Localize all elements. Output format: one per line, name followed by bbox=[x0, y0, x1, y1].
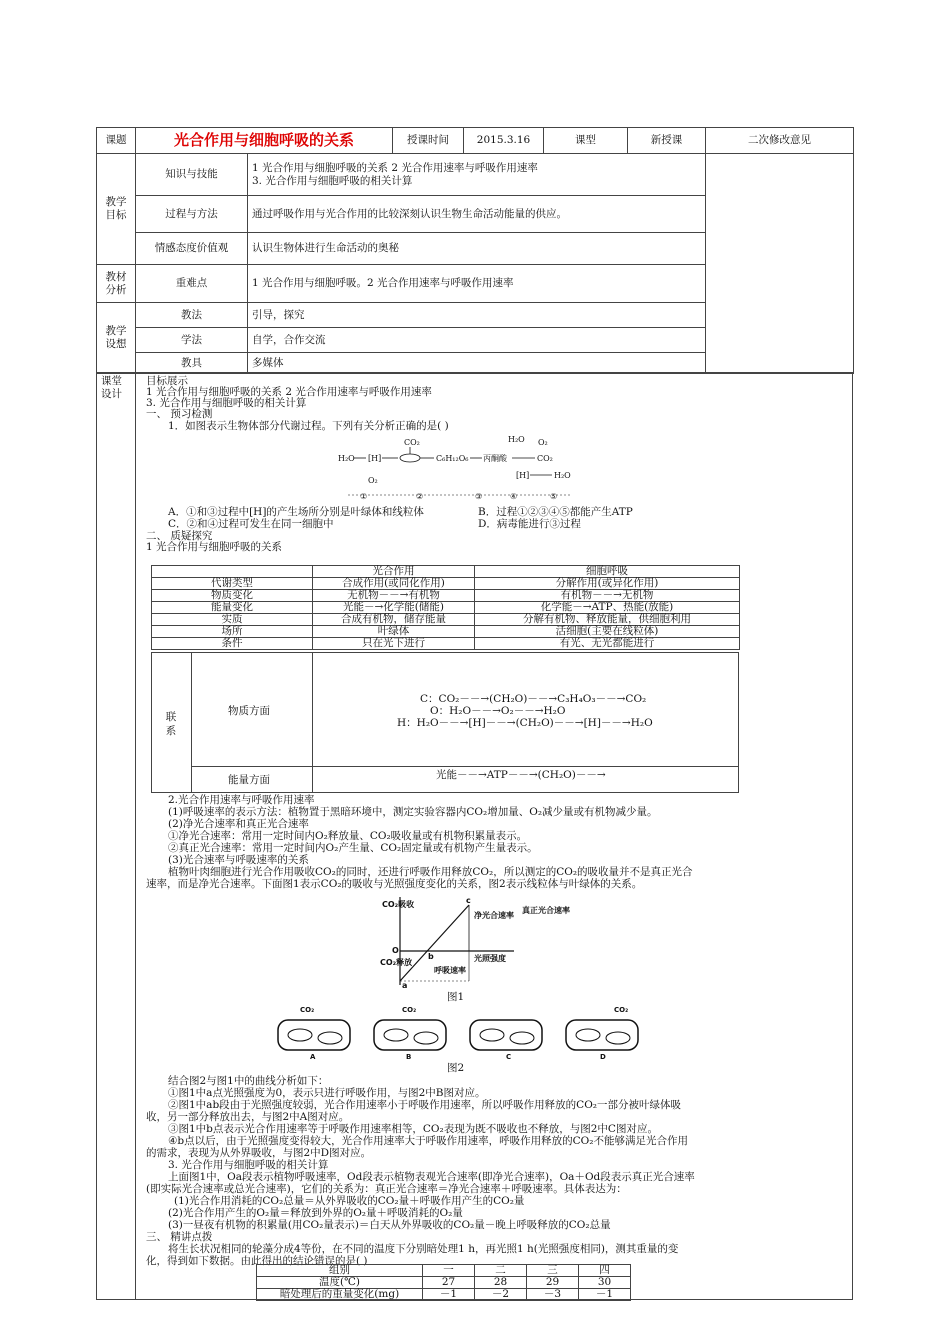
table-row bbox=[152, 602, 740, 614]
row-label: 条件 bbox=[152, 638, 313, 650]
page-title: 光合作用与细胞呼吸的关系 bbox=[136, 128, 393, 154]
diagram-step: ③ bbox=[475, 492, 483, 501]
emotion-label: 情感态度价值观 bbox=[136, 233, 248, 265]
table-row bbox=[152, 614, 740, 626]
option-c: C．②和④过程可发生在同一细胞中 bbox=[168, 518, 334, 530]
table-cell: 合成有机物，储存能量 bbox=[313, 614, 475, 626]
table-cell: 有机物－－→无机物 bbox=[475, 590, 740, 602]
column-header: 光合作用 bbox=[313, 566, 475, 578]
table-cell: 三 bbox=[527, 1265, 579, 1277]
figure2-caption: 图2 bbox=[447, 1062, 465, 1074]
table-cell: 无机物－－→有机物 bbox=[313, 590, 475, 602]
table-cell: 27 bbox=[423, 1277, 475, 1289]
row-label: 代谢类型 bbox=[152, 578, 313, 590]
table-row bbox=[257, 1289, 631, 1301]
table-row bbox=[152, 578, 740, 590]
table-cell: 活细胞(主要在线粒体) bbox=[475, 626, 740, 638]
calc-line: (1)光合作用消耗的CO₂总量＝从外界吸收的CO₂量＋呼吸作用产生的CO₂量 bbox=[174, 1195, 525, 1207]
link-label: 联系 bbox=[165, 711, 177, 737]
teach-label: 教法 bbox=[136, 303, 248, 328]
row-label: 能量变化 bbox=[152, 602, 313, 614]
figure1-light-curve bbox=[374, 893, 570, 993]
material-group-label: 教材分析 bbox=[97, 265, 136, 303]
origin-label: O bbox=[392, 946, 399, 955]
x-axis-label: 光照强度 bbox=[474, 954, 506, 963]
y-axis-up-label: CO₂吸收 bbox=[382, 900, 415, 909]
divider bbox=[312, 652, 313, 793]
rate-line: 植物叶肉细胞进行光合作用吸收CO₂的同时，还进行呼吸作用释放CO₂，所以测定的CO₂的吸收量并不是真正光合 bbox=[168, 866, 693, 878]
rate-heading: 2.光合作用速率与呼吸作用速率 bbox=[168, 794, 315, 806]
rate-line: 速率，而是净光合速率。下面图1表示CO₂的吸收与光照强度变化的关系，图2表示线粒体与叶绿体的关系。 bbox=[146, 878, 643, 890]
table-row bbox=[257, 1277, 631, 1289]
material-aspect-label: 物质方面 bbox=[228, 705, 270, 717]
difficulty-text: 1 光合作用与细胞呼吸。2 光合作用速率与呼吸作用速率 bbox=[248, 265, 706, 303]
revision-cell bbox=[706, 154, 854, 374]
table-row bbox=[257, 1265, 631, 1277]
table-cell: 光能－→化学能(储能) bbox=[313, 602, 475, 614]
learn-text: 自学，合作交流 bbox=[248, 328, 706, 353]
tool-label: 教具 bbox=[136, 353, 248, 374]
rate-line: ②真正光合速率：常用一定时间内O₂产生量、CO₂固定量或有机物产生量表示。 bbox=[168, 842, 538, 854]
table-cell: 温度(℃) bbox=[257, 1277, 423, 1289]
table-row bbox=[152, 626, 740, 638]
analysis-line: 收，另一部分释放出去，与图2中A图对应。 bbox=[146, 1111, 350, 1123]
table-row bbox=[152, 590, 740, 602]
diagram-label: C₆H₁₂O₆ bbox=[436, 454, 469, 463]
calc-line: (即实际光合速率或总光合速率)，它们的关系为：真正光合速率＝净光合速率＋呼吸速率。具体表达为： bbox=[146, 1183, 627, 1195]
energy-aspect-label: 能量方面 bbox=[228, 774, 270, 786]
table-cell: 只在光下进行 bbox=[313, 638, 475, 650]
table-cell: 叶绿体 bbox=[313, 626, 475, 638]
diagram-step: ⑤ bbox=[550, 492, 558, 501]
diagram-step: ① bbox=[360, 492, 368, 501]
table-cell: 分解有机物、释放能量，供细胞利用 bbox=[475, 614, 740, 626]
column-header: 细胞呼吸 bbox=[475, 566, 740, 578]
calc-line: (3)一昼夜有机物的积累量(用CO₂量表示)＝白天从外界吸收的CO₂量－晚上呼吸释放的CO₂总量 bbox=[168, 1219, 611, 1231]
analysis-line: 的需求，表现为从外界吸收，与图2中D图对应。 bbox=[146, 1147, 372, 1159]
figure1-caption: 图1 bbox=[447, 991, 465, 1003]
rate-line: (1)呼吸速率的表示方法：植物置于黑暗环境中，测定实验容器内CO₂增加量、O₂减少量或有机物减少量。 bbox=[168, 806, 658, 818]
y-axis-down-label: CO₂释放 bbox=[380, 958, 413, 967]
point-a-label: a bbox=[402, 981, 408, 990]
rate-line: ①净光合速率：常用一定时间内O₂释放量、CO₂吸收量或有机物积累量表示。 bbox=[168, 830, 528, 842]
diagram-label: CO₂ bbox=[404, 438, 420, 447]
calc-line: (2)光合作用产生的O₂量＝释放到外界的O₂量＋呼吸消耗的O₂量 bbox=[168, 1207, 463, 1219]
option-b: B．过程①②③④⑤都能产生ATP bbox=[478, 506, 633, 518]
panel-label: A bbox=[310, 1053, 316, 1061]
emotion-text: 认识生物体进行生命活动的奥秘 bbox=[248, 233, 706, 265]
section-heading: 一、 预习检测 bbox=[146, 408, 213, 420]
panel-label: B bbox=[406, 1053, 412, 1061]
table-cell: 化学能－→ATP、热能(放能) bbox=[475, 602, 740, 614]
table-row bbox=[152, 638, 740, 650]
section-heading: 二、 质疑探究 bbox=[146, 530, 213, 542]
analysis-line: 结合图2与图1中的曲线分析如下： bbox=[168, 1075, 329, 1087]
analysis-line: ④b点以后，由于光照强度变得较大，光合作用速率大于呼吸作用速率，呼吸作用释放的CO₂不能够满足光合作用 bbox=[168, 1135, 688, 1147]
lesson-plan-table bbox=[96, 127, 854, 374]
goal-line: 3. 光合作用与细胞呼吸的相关计算 bbox=[146, 397, 307, 409]
teach-text: 引导，探究 bbox=[248, 303, 706, 328]
goal-heading: 目标展示 bbox=[146, 375, 188, 387]
table-cell: 组别 bbox=[257, 1265, 423, 1277]
process-text: 通过呼吸作用与光合作用的比较深刻认识生物生命活动能量的供应。 bbox=[248, 196, 706, 233]
type-label: 课型 bbox=[544, 128, 628, 154]
divider bbox=[191, 652, 192, 793]
point-b-label: b bbox=[428, 952, 434, 961]
problem-line: 将生长状况相同的轮藻分成4等份，在不同的温度下分别暗处理1 h，再光照1 h(光照强度相同)，测其重量的变 bbox=[168, 1243, 679, 1255]
diagram-label: H₂O bbox=[508, 435, 525, 444]
diagram-label: O₂ bbox=[368, 476, 378, 485]
type-value: 新授课 bbox=[628, 128, 706, 154]
diagram-label: H₂O bbox=[338, 454, 355, 463]
table-cell: －1 bbox=[423, 1289, 475, 1301]
diagram-label: H₂O bbox=[554, 471, 571, 480]
question-text: 1．如图表示生物体部分代谢过程。下列有关分析正确的是( ) bbox=[168, 420, 449, 432]
table-cell: 30 bbox=[579, 1277, 631, 1289]
problem-line: 化，得到如下数据。由此得出的结论错误的是( ) bbox=[146, 1255, 368, 1267]
analysis-line: ①图1中a点光照强度为0，表示只进行呼吸作用，与图2中B图对应。 bbox=[168, 1087, 486, 1099]
panel-label: D bbox=[600, 1053, 606, 1061]
subsection-heading: 1 光合作用与细胞呼吸的关系 bbox=[146, 541, 283, 553]
calc-line: 上面图1中，Oa段表示植物呼吸速率，Od段表示植物表观光合速率(即净光合速率)，Oa＋Od段表示真正光合速率 bbox=[168, 1171, 695, 1183]
material-chain: C：CO₂－－→(CH₂O)－－→C₃H₄O₃－－→CO₂ bbox=[420, 693, 647, 705]
knowledge-line: 3. 光合作用与细胞呼吸的相关计算 bbox=[252, 174, 413, 187]
time-label: 授课时间 bbox=[393, 128, 464, 154]
table-cell: 暗处理后的重量变化(mg) bbox=[257, 1289, 423, 1301]
knowledge-label: 知识与技能 bbox=[136, 154, 248, 196]
table-cell: 四 bbox=[579, 1265, 631, 1277]
co2-label: CO₂ bbox=[300, 1006, 315, 1014]
table-cell: 29 bbox=[527, 1277, 579, 1289]
table-cell: 有光、无光都能进行 bbox=[475, 638, 740, 650]
comparison-table bbox=[151, 565, 740, 650]
material-chain: O：H₂O－－→O₂－－→H₂O bbox=[430, 705, 566, 717]
table-cell: 二 bbox=[475, 1265, 527, 1277]
topic-label: 课题 bbox=[97, 128, 136, 154]
calc-heading: 3. 光合作用与细胞呼吸的相关计算 bbox=[168, 1159, 329, 1171]
co2-label: CO₂ bbox=[614, 1006, 629, 1014]
diagram-step: ② bbox=[416, 492, 424, 501]
row-label: 场所 bbox=[152, 626, 313, 638]
diagram-label: [H] bbox=[368, 454, 382, 463]
diagram-step: ④ bbox=[510, 492, 518, 501]
table-cell: 一 bbox=[423, 1265, 475, 1277]
option-d: D．病毒能进行③过程 bbox=[478, 518, 581, 530]
row-label: 物质变化 bbox=[152, 590, 313, 602]
rate-line: (2)净光合速率和真正光合速率 bbox=[168, 818, 309, 830]
divider bbox=[191, 766, 739, 767]
option-a: A．①和③过程中[H]的产生场所分别是叶绿体和线粒体 bbox=[168, 506, 424, 518]
date-value: 2015.3.16 bbox=[464, 128, 544, 154]
tool-text: 多媒体 bbox=[248, 353, 706, 374]
figure2-organelles bbox=[270, 1002, 650, 1062]
diagram-label: O₂ bbox=[538, 438, 548, 447]
knowledge-text bbox=[248, 154, 706, 196]
diagram-label: CO₂ bbox=[537, 454, 553, 463]
panel-label: C bbox=[506, 1053, 512, 1061]
goals-group-label: 教学目标 bbox=[97, 154, 136, 265]
point-c-label: c bbox=[466, 896, 471, 905]
goal-line: 1 光合作用与细胞呼吸的关系 2 光合作用速率与呼吸作用速率 bbox=[146, 386, 432, 398]
table-cell: －3 bbox=[527, 1289, 579, 1301]
table-cell: 合成作用(或同化作用) bbox=[313, 578, 475, 590]
design-divider bbox=[135, 372, 136, 1300]
co2-label: CO₂ bbox=[402, 1006, 417, 1014]
design-group-label: 课堂设计 bbox=[101, 375, 122, 400]
learn-label: 学法 bbox=[136, 328, 248, 353]
material-chain: H：H₂O－－→[H]－－→(CH₂O)－－→[H]－－→H₂O bbox=[397, 717, 653, 729]
diagram-label: [H] bbox=[516, 471, 530, 480]
table-cell: －2 bbox=[475, 1289, 527, 1301]
diagram-label: 丙酮酸 bbox=[483, 454, 507, 463]
knowledge-line: 1 光合作用与细胞呼吸的关系 2 光合作用速率与呼吸作用速率 bbox=[252, 161, 538, 174]
section-heading: 三、 精讲点拨 bbox=[146, 1231, 213, 1243]
method-group-label: 教学设想 bbox=[97, 303, 136, 374]
process-label: 过程与方法 bbox=[136, 196, 248, 233]
energy-chain: 光能－－→ATP－－→(CH₂O)－－→ bbox=[436, 769, 606, 781]
revision-label: 二次修改意见 bbox=[706, 128, 854, 154]
resp-rate-label: 呼吸速率 bbox=[434, 966, 466, 975]
true-rate-label: 真正光合速率 bbox=[522, 906, 570, 915]
metabolism-diagram bbox=[330, 433, 610, 505]
table-corner bbox=[152, 566, 313, 578]
rate-line: (3)光合速率与呼吸速率的关系 bbox=[168, 854, 309, 866]
table-cell: 分解作用(或异化作用) bbox=[475, 578, 740, 590]
experiment-table bbox=[256, 1264, 631, 1301]
table-cell: 28 bbox=[475, 1277, 527, 1289]
table-cell: －1 bbox=[579, 1289, 631, 1301]
net-rate-label: 净光合速率 bbox=[474, 911, 514, 920]
row-label: 实质 bbox=[152, 614, 313, 626]
difficulty-label: 重难点 bbox=[136, 265, 248, 303]
analysis-line: ③图1中b点表示光合作用速率等于呼吸作用速率相等，CO₂表现为既不吸收也不释放，与图2中C图对应。 bbox=[168, 1123, 658, 1135]
analysis-line: ②图1中ab段由于光照强度较弱，光合作用速率小于呼吸作用速率，所以呼吸作用释放的CO₂一部分被叶绿体吸 bbox=[168, 1099, 682, 1111]
